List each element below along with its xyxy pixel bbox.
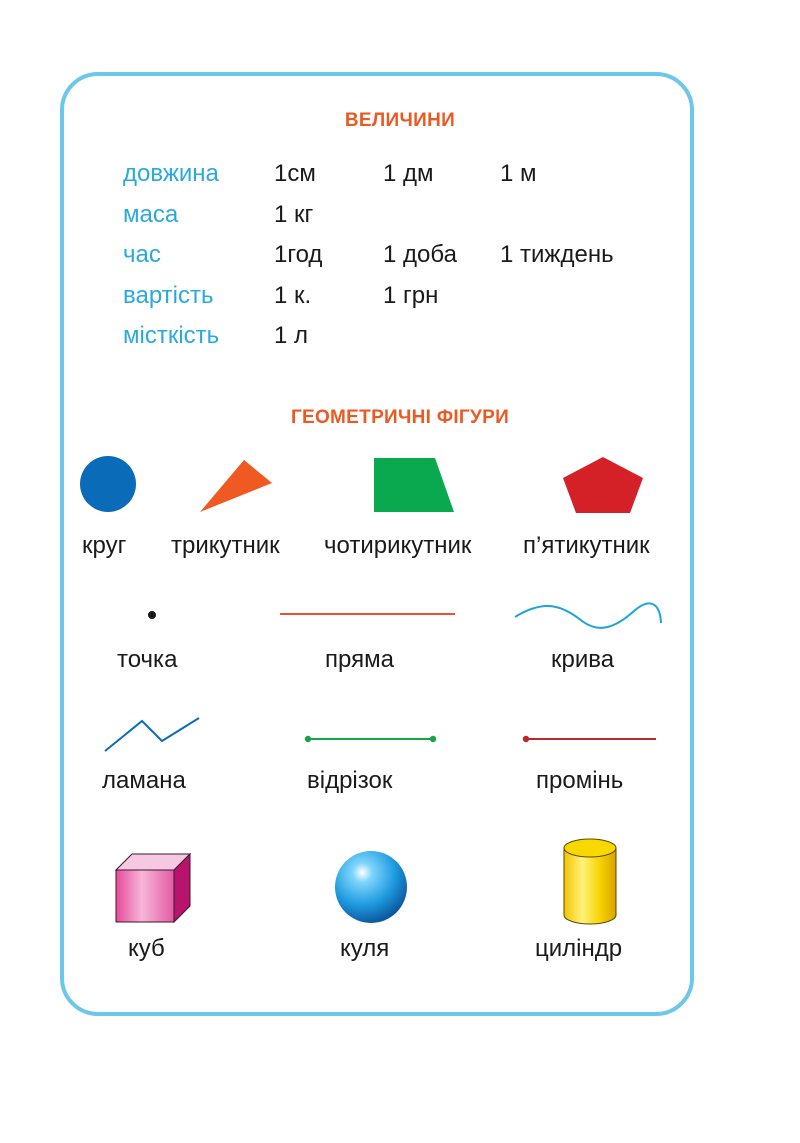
- quantity-label: час: [123, 241, 161, 268]
- figure-label-segment: відрізок: [307, 767, 393, 794]
- point-shape: [147, 610, 157, 620]
- figure-label-cylinder: циліндр: [535, 935, 623, 962]
- quantities-heading: ВЕЛИЧИНИ: [344, 110, 456, 131]
- curve-shape: [514, 597, 662, 633]
- geometry-heading: ГЕОМЕТРИЧНІ ФІГУРИ: [290, 407, 510, 428]
- quantity-label: довжина: [123, 160, 219, 187]
- figure-label-quadrilateral: чотирикутник: [324, 532, 472, 559]
- polyline-shape: [104, 716, 200, 752]
- figure-label-line: пряма: [325, 646, 394, 673]
- circle-shape: [79, 455, 137, 513]
- pentagon-shape: [562, 456, 644, 514]
- quantity-unit: 1 дм: [383, 160, 434, 187]
- quantity-unit: 1год: [274, 241, 323, 268]
- quantity-label: маса: [123, 201, 179, 228]
- figure-label-sphere: куля: [340, 935, 390, 962]
- cube-shape: [115, 853, 191, 923]
- quantity-unit: 1 кг: [274, 201, 314, 228]
- quantity-label: вартість: [123, 282, 214, 309]
- figure-label-point: точка: [117, 646, 178, 673]
- quantity-unit: 1 грн: [383, 282, 439, 309]
- figure-label-polyline: ламана: [102, 767, 186, 794]
- quantity-unit: 1 м: [500, 160, 537, 187]
- quantity-unit: 1 тиждень: [500, 241, 614, 268]
- quantity-unit: 1 л: [274, 322, 309, 349]
- quantity-unit: 1 доба: [383, 241, 457, 268]
- figure-label-triangle: трикутник: [171, 532, 280, 559]
- figure-label-cube: куб: [128, 935, 165, 962]
- quantity-unit: 1 к.: [274, 282, 312, 309]
- quadrilateral-shape: [373, 457, 455, 513]
- cylinder-shape: [562, 838, 618, 926]
- ray-shape: [522, 734, 657, 744]
- quantity-label: місткість: [123, 322, 220, 349]
- figure-label-ray: промінь: [536, 767, 624, 794]
- figure-label-curve: крива: [551, 646, 615, 673]
- figure-label-circle: круг: [82, 532, 127, 559]
- segment-shape: [304, 734, 438, 744]
- figure-label-pentagon: п’ятикутник: [523, 532, 650, 559]
- triangle-shape: [198, 459, 274, 513]
- line-shape: [280, 611, 456, 617]
- sphere-shape: [334, 850, 408, 924]
- quantity-unit: 1см: [274, 160, 316, 187]
